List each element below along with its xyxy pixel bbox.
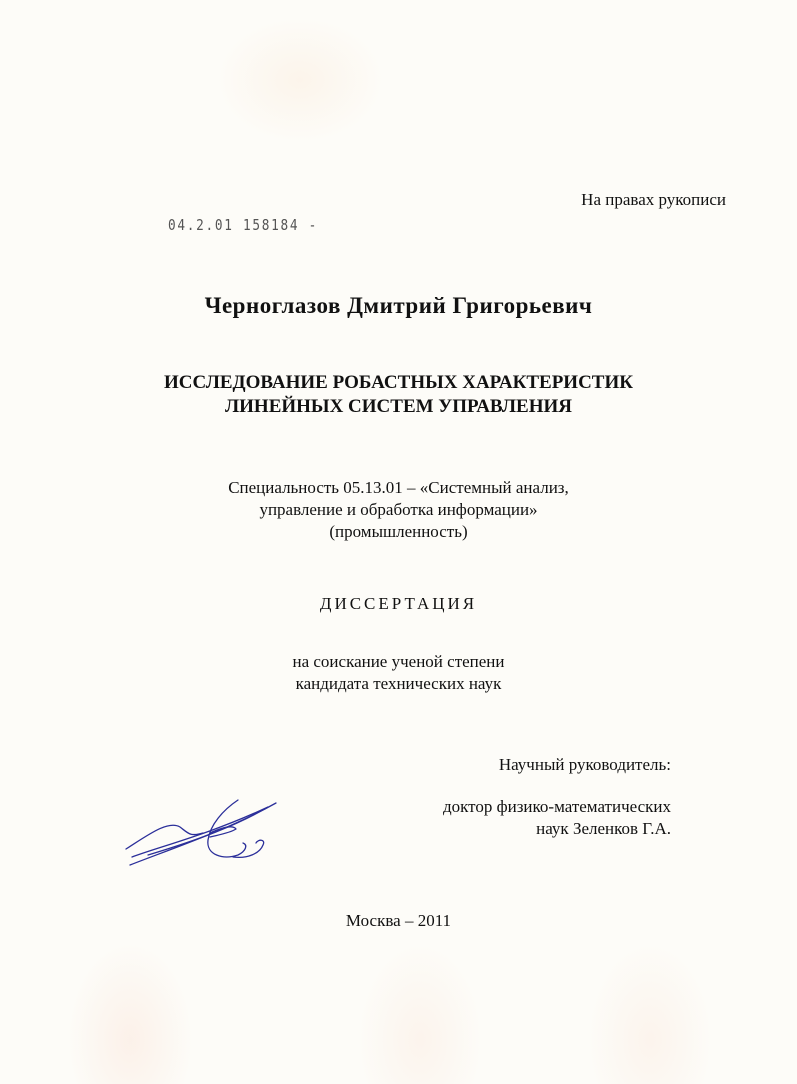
title-line-1: ИССЛЕДОВАНИЕ РОБАСТНЫХ ХАРАКТЕРИСТИК <box>163 372 634 393</box>
advisor-line-2: наук Зеленков Г.А. <box>536 819 671 838</box>
city-year: Москва – 2011 <box>345 911 452 930</box>
degree-line-1: на соискание ученой степени <box>292 652 505 671</box>
advisor-line-1: доктор физико-математических <box>442 797 671 816</box>
specialty-block <box>0 477 797 543</box>
advisor-block <box>443 796 671 840</box>
dissertation-title <box>0 371 797 419</box>
advisor-label: Научный руководитель: <box>498 755 671 774</box>
title-line-2: ЛИНЕЙНЫХ СИСТЕМ УПРАВЛЕНИЯ <box>224 396 572 417</box>
signature-icon <box>118 785 288 875</box>
specialty-line-2: управление и обработка информации» <box>259 500 538 519</box>
document-type: ДИССЕРТАЦИЯ <box>319 594 478 613</box>
specialty-line-3: (промышленность) <box>329 522 468 541</box>
manuscript-rights-note: На правах рукописи <box>581 190 726 209</box>
specialty-line-1: Специальность 05.13.01 – «Системный анализ, <box>228 478 569 497</box>
degree-line-2: кандидата технических наук <box>295 674 502 693</box>
author-name: Черноглазов Дмитрий Григорьевич <box>204 293 593 318</box>
degree-block <box>0 651 797 695</box>
registration-stamp: 04.2.01 158184 - <box>168 216 319 234</box>
